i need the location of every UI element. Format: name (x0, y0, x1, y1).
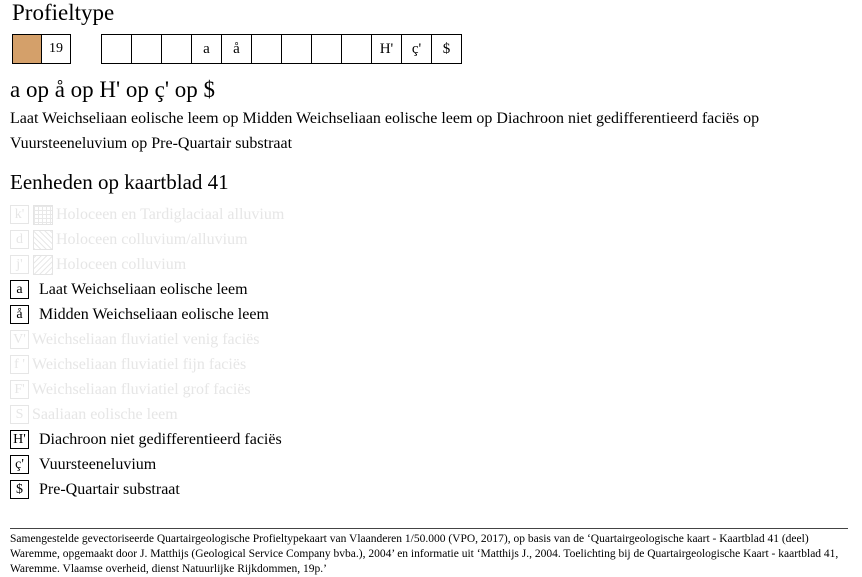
profile-description: Laat Weichseliaan eolische leem op Midden Weichseliaan eolische leem op Diachroon niet gedifferentieerd faciës op Vuursteeneluvium op Pre-Quartair substraat (10, 110, 760, 152)
legend-item (10, 277, 284, 302)
legend-label: Weichseliaan fluviatiel fijn faciës (32, 355, 247, 373)
legend-label: Vuursteeneluvium (39, 455, 157, 473)
legend-code: $ (10, 480, 29, 499)
legend-code: S (10, 405, 29, 424)
layer-cell: $ (432, 34, 462, 64)
legend-label: Diachroon niet gedifferentieerd faciës (39, 430, 282, 448)
legend-item (10, 352, 284, 377)
layer-cell (282, 34, 312, 64)
layer-cell (101, 34, 132, 64)
layer-cell: H' (372, 34, 402, 64)
page-title: Profieltype (12, 0, 115, 25)
legend-label: Weichseliaan fluviatiel grof faciës (32, 380, 251, 398)
profile-strip (12, 34, 462, 64)
legend-pattern-swatch (33, 230, 53, 250)
legend-item (10, 402, 284, 427)
legend-code: f ' (10, 355, 29, 374)
legend-item (10, 252, 284, 277)
layer-cell: a (192, 34, 222, 64)
units-legend (10, 202, 284, 502)
layer-cell: ç' (402, 34, 432, 64)
legend-code: a (10, 280, 29, 299)
units-heading: Eenheden op kaartblad 41 (10, 170, 229, 194)
profile-color-swatch (12, 34, 42, 64)
layer-cell (342, 34, 372, 64)
legend-label: Saaliaan eolische leem (32, 405, 178, 423)
legend-code: V' (10, 330, 29, 349)
profile-type-number: 19 (42, 34, 71, 64)
legend-label: Holoceen colluvium/alluvium (56, 230, 248, 248)
legend-item (10, 477, 284, 502)
legend-label: Midden Weichseliaan eolische leem (39, 305, 269, 323)
layer-cell (132, 34, 162, 64)
layer-cell (162, 34, 192, 64)
legend-code: j' (10, 255, 29, 274)
legend-code: ç' (10, 455, 29, 474)
legend-item (10, 377, 284, 402)
legend-item (10, 427, 284, 452)
legend-item (10, 302, 284, 327)
legend-item (10, 452, 284, 477)
legend-label: Holoceen colluvium (56, 255, 187, 273)
legend-item (10, 202, 284, 227)
legend-label: Pre-Quartair substraat (39, 480, 180, 498)
profile-layer-cells (101, 34, 462, 64)
layer-cell (252, 34, 282, 64)
legend-label: Weichseliaan fluviatiel venig faciës (32, 330, 260, 348)
legend-code: H' (10, 430, 29, 449)
legend-code: k' (10, 205, 29, 224)
legend-item (10, 227, 284, 252)
legend-code: å (10, 305, 29, 324)
legend-code: F' (10, 380, 29, 399)
legend-label: Holoceen en Tardiglaciaal alluvium (56, 205, 285, 223)
legend-label: Laat Weichseliaan eolische leem (39, 280, 248, 298)
legend-code: d (10, 230, 29, 249)
legend-pattern-swatch (33, 255, 53, 275)
legend-pattern-swatch (33, 205, 53, 225)
layer-cell (312, 34, 342, 64)
source-footnote: Samengestelde gevectoriseerde Quartairgeologische Profieltypekaart van Vlaanderen 1/50.000 (VPO, 2017), op basis van de ‘Quartairgeologische kaart - Kaartblad 41 (deel) Waremme, opgemaakt door J. Matthijs (Geological Service Company bvba.), 2004’ en informatie uit ‘Matthijs J., 2004. Toelichting bij de Quartairgeologische Kaart - kaartblad 41, Waremme. Vlaamse overheid, dienst Natuurlijke Rijkdommen, 19p.’ (10, 528, 848, 577)
layer-cell: å (222, 34, 252, 64)
profile-formula: a op å op H' op ç' op $ (10, 77, 216, 102)
legend-item (10, 327, 284, 352)
